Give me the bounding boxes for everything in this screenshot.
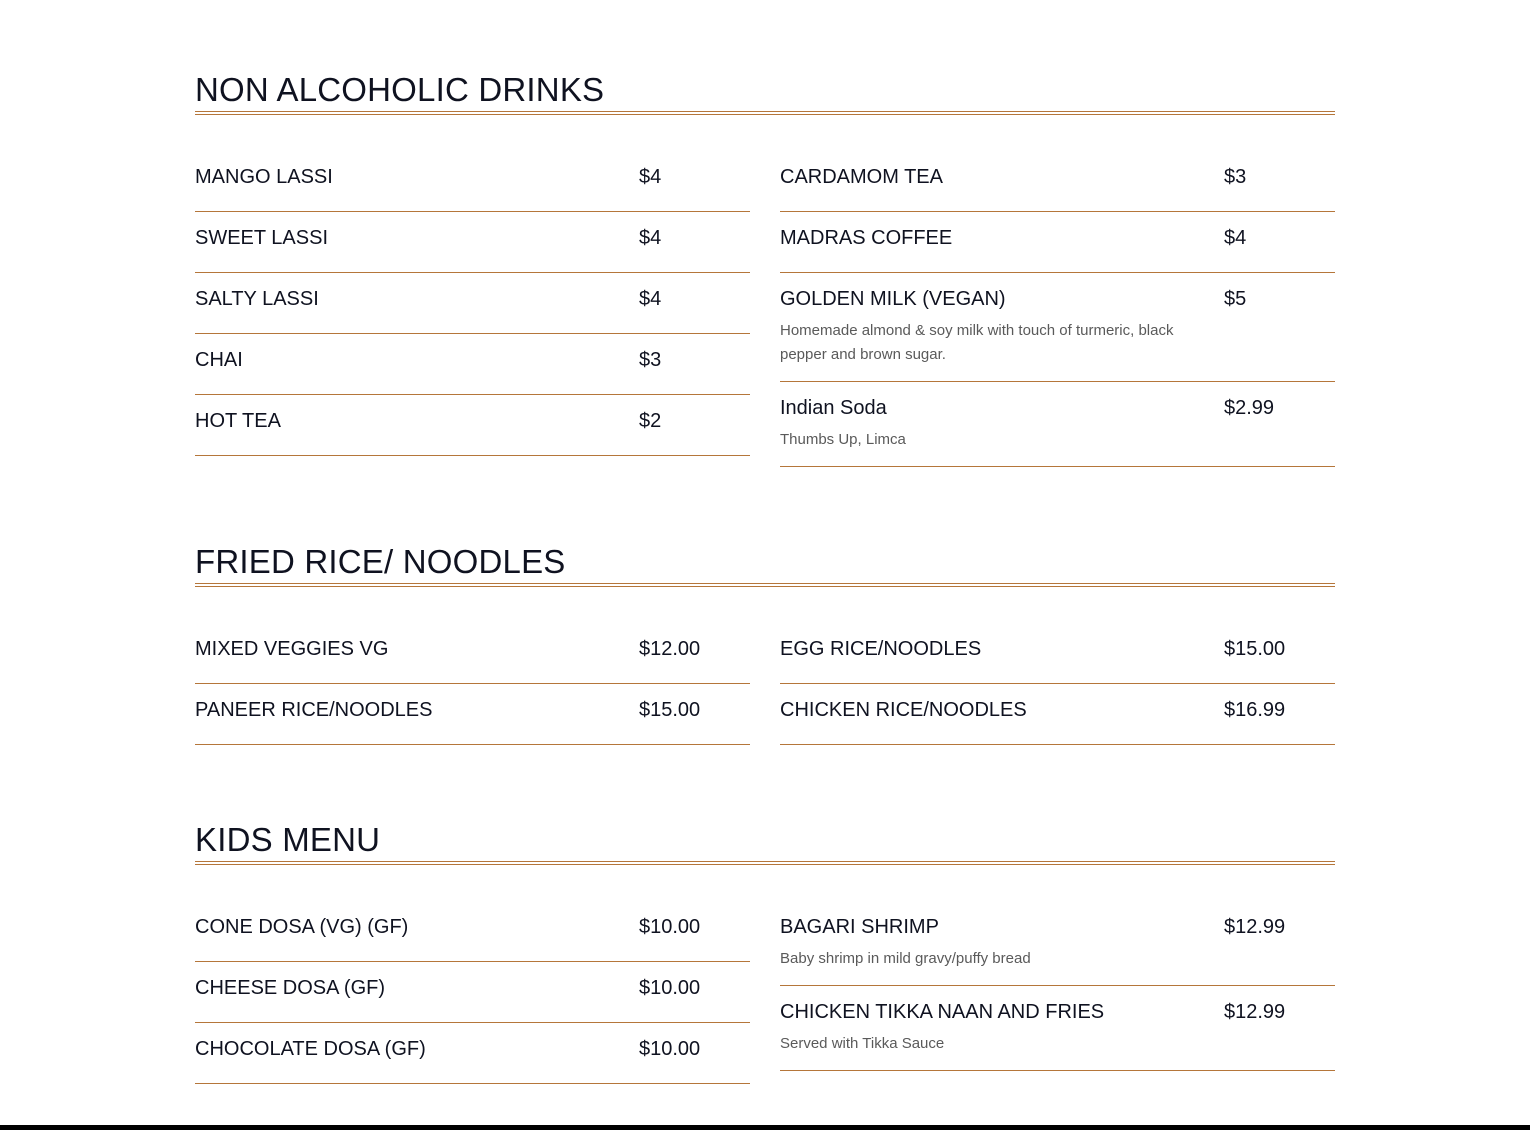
footer-bar: [0, 1125, 1530, 1130]
section-divider: [195, 861, 1335, 865]
menu-item-price: $3: [1224, 166, 1247, 188]
section-title: NON ALCOHOLIC DRINKS: [195, 71, 605, 108]
section-divider: [195, 583, 1335, 587]
menu-item-description: Thumbs Up, Limca: [780, 431, 906, 448]
menu-item-price: $4: [639, 288, 662, 310]
menu-item-name: CARDAMOM TEA: [780, 166, 943, 188]
menu-item-name: CONE DOSA (VG) (GF): [195, 916, 409, 938]
menu-item-name: PANEER RICE/NOODLES: [195, 699, 433, 721]
menu-item-name: MANGO LASSI: [195, 166, 333, 188]
menu-item: [195, 962, 750, 1023]
menu-item: [195, 395, 750, 456]
menu-item: [195, 901, 750, 962]
menu-item-price: $4: [1224, 227, 1247, 249]
menu-column-left: [195, 901, 750, 1084]
menu-item: [195, 151, 750, 212]
menu-column-right: [780, 151, 1335, 467]
menu-item: [195, 684, 750, 745]
menu-item: [780, 151, 1335, 212]
menu-item-price: $10.00: [639, 977, 701, 999]
menu-item: [780, 273, 1335, 382]
section-title: KIDS MENU: [195, 821, 381, 858]
menu-item-name: MADRAS COFFEE: [780, 227, 953, 249]
menu-item-name: CHICKEN TIKKA NAAN AND FRIES: [780, 1001, 1105, 1023]
menu-item: [780, 623, 1335, 684]
menu-item-price: $10.00: [639, 916, 701, 938]
menu-item-name: CHICKEN RICE/NOODLES: [780, 699, 1027, 721]
menu-item-price: $10.00: [639, 1038, 701, 1060]
menu-item: [780, 212, 1335, 273]
menu-item: [195, 623, 750, 684]
menu-item-price: $12.99: [1224, 916, 1286, 938]
menu-item-name: HOT TEA: [195, 410, 281, 432]
menu-item: [780, 382, 1335, 467]
menu-item-name: GOLDEN MILK (VEGAN): [780, 288, 1006, 310]
menu-item-name: Indian Soda: [780, 397, 887, 419]
section-title: FRIED RICE/ NOODLES: [195, 543, 566, 580]
menu-column-right: [780, 623, 1335, 745]
menu-item-description: Served with Tikka Sauce: [780, 1035, 945, 1052]
menu-item-name: CHEESE DOSA (GF): [195, 977, 386, 999]
menu-item-name: BAGARI SHRIMP: [780, 916, 939, 938]
menu-item-name: SALTY LASSI: [195, 288, 319, 310]
menu-item: [195, 334, 750, 395]
menu-item: [780, 684, 1335, 745]
menu-item-price: $2: [639, 410, 662, 432]
menu-item-price: $15.00: [639, 699, 701, 721]
menu-item-name: CHOCOLATE DOSA (GF): [195, 1038, 426, 1060]
section-divider: [195, 111, 1335, 115]
menu-item-name: MIXED VEGGIES VG: [195, 638, 389, 660]
menu-item-description: Homemade almond & soy milk with touch of turmeric, black pepper and brown sugar.: [780, 322, 1174, 363]
menu-column-left: [195, 151, 750, 456]
menu-item: [195, 212, 750, 273]
menu-item: [195, 1023, 750, 1084]
menu-item: [780, 901, 1335, 986]
menu-item-name: SWEET LASSI: [195, 227, 329, 249]
menu-item-description: Baby shrimp in mild gravy/puffy bread: [780, 950, 1031, 967]
menu-item-price: $4: [639, 227, 662, 249]
menu-item-price: $2.99: [1224, 397, 1275, 419]
menu-item: [195, 273, 750, 334]
menu-column-right: [780, 901, 1335, 1071]
menu-item-price: $3: [639, 349, 662, 371]
menu-item-price: $5: [1224, 288, 1247, 310]
menu-item-price: $12.00: [639, 638, 701, 660]
menu-item-price: $12.99: [1224, 1001, 1286, 1023]
menu-item-name: CHAI: [195, 349, 243, 371]
menu-item-price: $4: [639, 166, 662, 188]
menu-item-price: $16.99: [1224, 699, 1286, 721]
menu-item: [780, 986, 1335, 1071]
menu-item-price: $15.00: [1224, 638, 1286, 660]
menu-item-name: EGG RICE/NOODLES: [780, 638, 982, 660]
menu-column-left: [195, 623, 750, 745]
